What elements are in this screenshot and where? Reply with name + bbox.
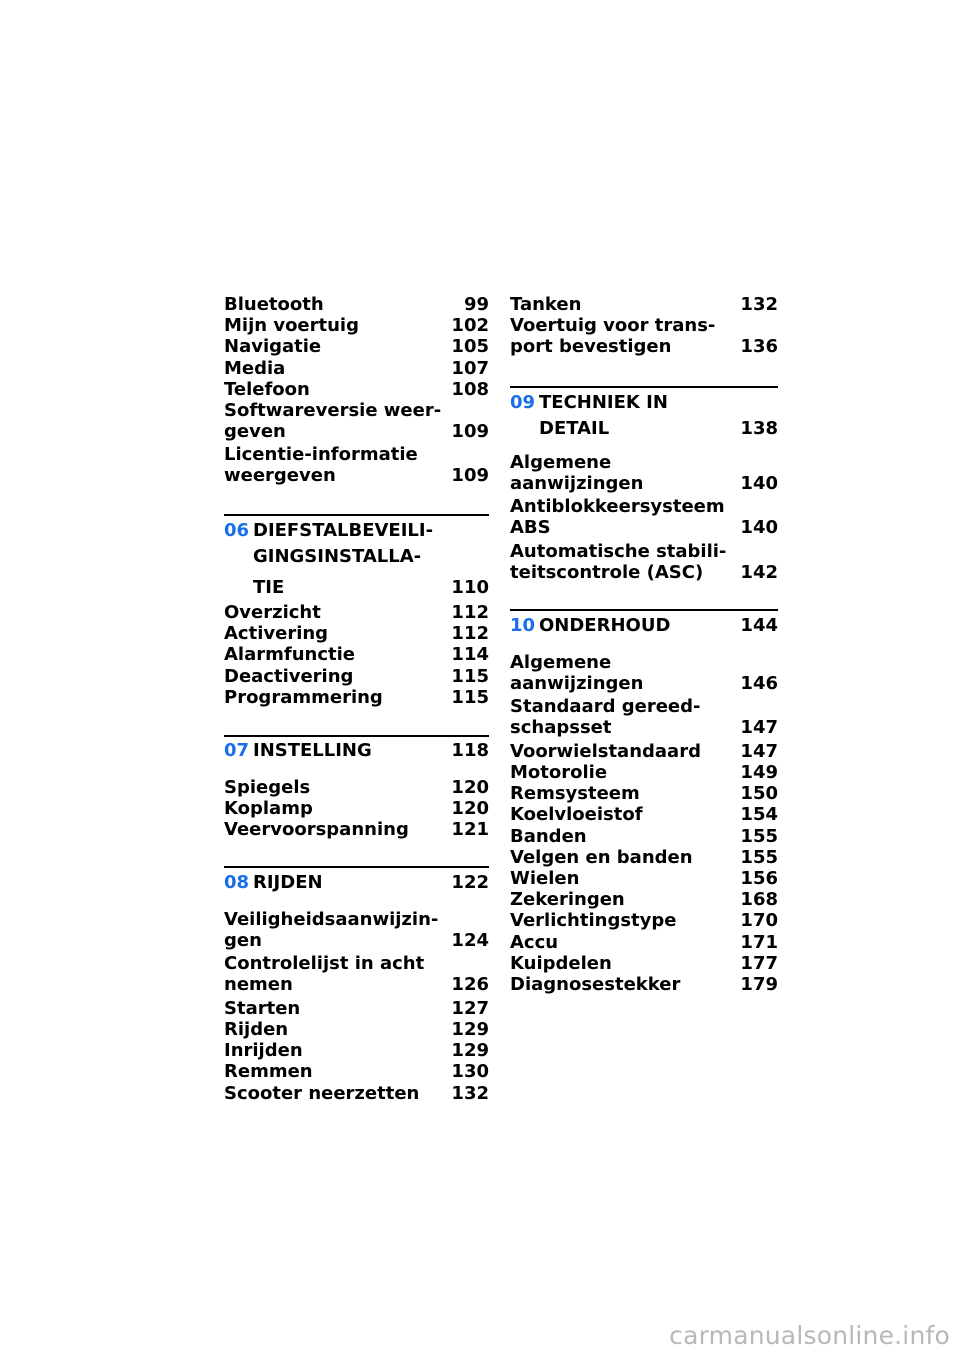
toc-page-number: 140 — [740, 517, 778, 539]
toc-page-number: 120 — [451, 798, 489, 820]
toc-page-number: 107 — [451, 357, 489, 379]
chapter-page-number: 122 — [451, 872, 489, 893]
toc-entry-title: Voertuig voor trans- — [510, 315, 716, 337]
toc-entry-title: Voorwielstandaard — [510, 740, 701, 762]
toc-entry-title: Licentie-informatie — [224, 444, 418, 466]
toc-entry-title: geven — [224, 421, 286, 442]
toc-page-number: 142 — [740, 561, 778, 583]
toc-entry-starten[interactable] — [224, 998, 489, 1019]
toc-page-number: 170 — [740, 910, 778, 932]
toc-entry-title: Tanken — [510, 294, 582, 315]
toc-page-number: 146 — [740, 673, 778, 694]
toc-entry-accu[interactable] — [510, 932, 778, 953]
toc-page-number: 109 — [451, 421, 489, 442]
toc-entry-title: weergeven — [224, 465, 336, 487]
toc-entry-koelvloeistof[interactable] — [510, 804, 778, 825]
chapter-page-number: 110 — [451, 577, 489, 598]
toc-entry-title: Overzicht — [224, 602, 321, 623]
toc-entry-title: Softwareversie weer- — [224, 400, 442, 421]
toc-entry-title: Motorolie — [510, 762, 608, 783]
toc-page-number: 120 — [451, 777, 489, 798]
toc-page-number: 129 — [451, 1040, 489, 1062]
toc-page-number: 136 — [740, 336, 778, 358]
toc-entry-media[interactable] — [224, 358, 489, 379]
toc-page-number: 155 — [740, 846, 778, 868]
toc-page-number: 177 — [740, 952, 778, 974]
chapter-title: TECHNIEK IN — [539, 392, 668, 413]
toc-page-number: 112 — [451, 602, 489, 623]
toc-page-number: 168 — [740, 889, 778, 911]
toc-page-number: 132 — [740, 294, 778, 315]
toc-entry-title: Banden — [510, 825, 587, 847]
toc-entry-wielen[interactable] — [510, 868, 778, 889]
toc-entry-title: Koplamp — [224, 798, 313, 820]
toc-page-number: 99 — [463, 294, 489, 315]
toc-entry-programmering[interactable] — [224, 687, 489, 708]
section-divider — [224, 735, 489, 737]
toc-entry-title: Programmering — [224, 686, 383, 708]
toc-entry-title: Veervoorspanning — [224, 819, 409, 841]
toc-entry-antiblokkeersysteem-abs[interactable] — [510, 496, 778, 538]
toc-page-number: 121 — [451, 819, 489, 841]
toc-entry-title: Standaard gereed- — [510, 696, 701, 718]
toc-entry-verlichtingstype[interactable] — [510, 910, 778, 931]
toc-page-number: 179 — [740, 974, 778, 995]
toc-entry-rijden[interactable] — [224, 1019, 489, 1040]
toc-entry-title: Automatische stabili- — [510, 540, 727, 562]
toc-entry-title: schapsset — [510, 717, 612, 739]
chapter-title: DIEFSTALBEVEILI- — [253, 520, 434, 541]
toc-entry-deactivering[interactable] — [224, 666, 489, 687]
toc-entry-title: Rijden — [224, 1019, 289, 1040]
toc-entry-title: port bevestigen — [510, 336, 672, 358]
toc-entry-title: Media — [224, 357, 286, 379]
toc-entry-softwareversie-weer-geven[interactable] — [224, 400, 489, 442]
toc-entry-title: Velgen en banden — [510, 846, 693, 868]
toc-entry-diagnosestekker[interactable] — [510, 974, 778, 995]
toc-page-number: 115 — [451, 665, 489, 687]
toc-entry-title: teitscontrole (ASC) — [510, 561, 704, 583]
section-divider — [510, 609, 778, 611]
toc-page-number: 132 — [451, 1082, 489, 1104]
toc-entry-title: Wielen — [510, 868, 580, 889]
chapter-page-number: 144 — [740, 615, 778, 636]
toc-page-number: 124 — [451, 930, 489, 951]
toc-page-number: 102 — [451, 315, 489, 337]
toc-entry-scooter-neerzetten[interactable] — [224, 1083, 489, 1104]
toc-page-number: 114 — [451, 644, 489, 666]
chapter-heading-09[interactable] — [510, 392, 778, 444]
toc-entry-algemene-aanwijzingen[interactable] — [510, 652, 778, 694]
toc-entry-title: gen — [224, 930, 262, 951]
toc-page-number: 150 — [740, 783, 778, 805]
toc-entry-title: Remsysteem — [510, 783, 640, 805]
toc-entry-licentie-informatie-weergeven[interactable] — [224, 444, 489, 486]
toc-entry-title: Zekeringen — [510, 889, 625, 911]
toc-entry-title: Deactivering — [224, 665, 354, 687]
toc-entry-title: Telefoon — [224, 378, 310, 400]
toc-entry-title: Verlichtingstype — [510, 910, 677, 932]
toc-entry-title: Mijn voertuig — [224, 315, 359, 337]
watermark: carmanualsonline.info — [669, 1321, 950, 1350]
toc-entry-koplamp[interactable] — [224, 798, 489, 819]
toc-entry-title: Kuipdelen — [510, 952, 612, 974]
toc-entry-tanken[interactable] — [510, 294, 778, 315]
toc-page-number: 147 — [740, 717, 778, 739]
toc-entry-title: nemen — [224, 974, 293, 996]
toc-page-number: 108 — [451, 378, 489, 400]
toc-page-number: 147 — [740, 740, 778, 762]
toc-entry-title: Accu — [510, 931, 559, 953]
toc-entry-title: Algemene — [510, 652, 612, 673]
toc-page-number: 130 — [451, 1061, 489, 1083]
toc-page-number: 105 — [451, 336, 489, 358]
toc-page-number: 112 — [451, 623, 489, 645]
toc-entry-title: aanwijzingen — [510, 473, 644, 494]
toc-entry-title: Scooter neerzetten — [224, 1082, 420, 1104]
chapter-title: INSTELLING — [253, 740, 372, 761]
toc-entry-inrijden[interactable] — [224, 1040, 489, 1061]
toc-entry-veiligheidsaanwijzin-gen[interactable] — [224, 909, 489, 951]
toc-page-number: 109 — [451, 465, 489, 487]
toc-entry-veervoorspanning[interactable] — [224, 819, 489, 840]
toc-entry-zekeringen[interactable] — [510, 889, 778, 910]
toc-entry-automatische-stabili-teitscontrole-asc[interactable] — [510, 541, 778, 583]
toc-entry-remmen[interactable] — [224, 1061, 489, 1082]
toc-entry-title: Antiblokkeersysteem — [510, 496, 725, 518]
toc-entry-title: Controlelijst in acht — [224, 953, 425, 975]
toc-entry-algemene-aanwijzingen[interactable] — [510, 452, 778, 494]
toc-entry-kuipdelen[interactable] — [510, 953, 778, 974]
toc-entry-remsysteem[interactable] — [510, 783, 778, 804]
toc-entry-title: Koelvloeistof — [510, 804, 643, 826]
toc-entry-velgen-en-banden[interactable] — [510, 847, 778, 868]
toc-entry-controlelijst-in-acht-nemen[interactable] — [224, 953, 489, 995]
toc-entry-title: ABS — [510, 517, 551, 539]
toc-page-number: 127 — [451, 997, 489, 1019]
toc-page-number: 149 — [740, 762, 778, 783]
toc-entry-alarmfunctie[interactable] — [224, 644, 489, 665]
chapter-number: 06 — [224, 520, 250, 541]
chapter-number: 08 — [224, 872, 250, 893]
chapter-number: 09 — [510, 392, 536, 413]
toc-entry-bluetooth[interactable] — [224, 294, 489, 315]
section-divider — [510, 386, 778, 388]
toc-page-number: 156 — [740, 868, 778, 889]
toc-entry-voorwielstandaard[interactable] — [510, 741, 778, 762]
toc-entry-title: Remmen — [224, 1061, 313, 1083]
toc-entry-title: Veiligheidsaanwijzin- — [224, 909, 439, 930]
toc-entry-title: Starten — [224, 997, 301, 1019]
toc-entry-title: Activering — [224, 623, 329, 645]
chapter-page-number: 138 — [740, 418, 778, 439]
toc-entry-title: Navigatie — [224, 336, 322, 358]
toc-entry-activering[interactable] — [224, 623, 489, 644]
toc-page-number: 115 — [451, 686, 489, 708]
toc-entry-mijn-voertuig[interactable] — [224, 315, 489, 336]
toc-page-number: 126 — [451, 974, 489, 996]
chapter-title: TIE — [253, 577, 285, 598]
toc-entry-spiegels[interactable] — [224, 777, 489, 798]
toc-page-number: 140 — [740, 473, 778, 494]
section-divider — [224, 514, 489, 516]
toc-entry-title: Diagnosestekker — [510, 974, 681, 995]
toc-entry-voertuig-voor-trans-port-bevestigen[interactable] — [510, 315, 778, 357]
toc-entry-title: aanwijzingen — [510, 673, 644, 694]
toc-entry-telefoon[interactable] — [224, 379, 489, 400]
chapter-title: GINGSINSTALLA- — [253, 546, 422, 567]
chapter-title: ONDERHOUD — [539, 615, 671, 636]
toc-entry-overzicht[interactable] — [224, 602, 489, 623]
chapter-number: 10 — [510, 615, 536, 636]
toc-entry-title: Algemene — [510, 452, 612, 473]
chapter-page-number: 118 — [451, 740, 489, 761]
chapter-heading-08[interactable] — [224, 872, 489, 893]
chapter-heading-06[interactable] — [224, 520, 489, 603]
toc-entry-title: Spiegels — [224, 777, 311, 798]
chapter-number: 07 — [224, 740, 250, 761]
section-divider — [224, 866, 489, 868]
toc-entry-navigatie[interactable] — [224, 336, 489, 357]
chapter-heading-10[interactable] — [510, 615, 778, 636]
toc-entry-motorolie[interactable] — [510, 762, 778, 783]
toc-page-number: 129 — [451, 1019, 489, 1040]
toc-entry-title: Bluetooth — [224, 294, 324, 315]
toc-page-number: 171 — [740, 931, 778, 953]
toc-entry-title: Inrijden — [224, 1040, 303, 1062]
chapter-heading-07[interactable] — [224, 740, 489, 761]
toc-entry-title: Alarmfunctie — [224, 644, 355, 666]
toc-entry-standaard-gereed-schapsset[interactable] — [510, 696, 778, 738]
toc-page-number: 155 — [740, 825, 778, 847]
toc-page-number: 154 — [740, 804, 778, 826]
chapter-title: DETAIL — [539, 418, 610, 439]
toc-entry-banden[interactable] — [510, 826, 778, 847]
chapter-title: RIJDEN — [253, 872, 323, 893]
